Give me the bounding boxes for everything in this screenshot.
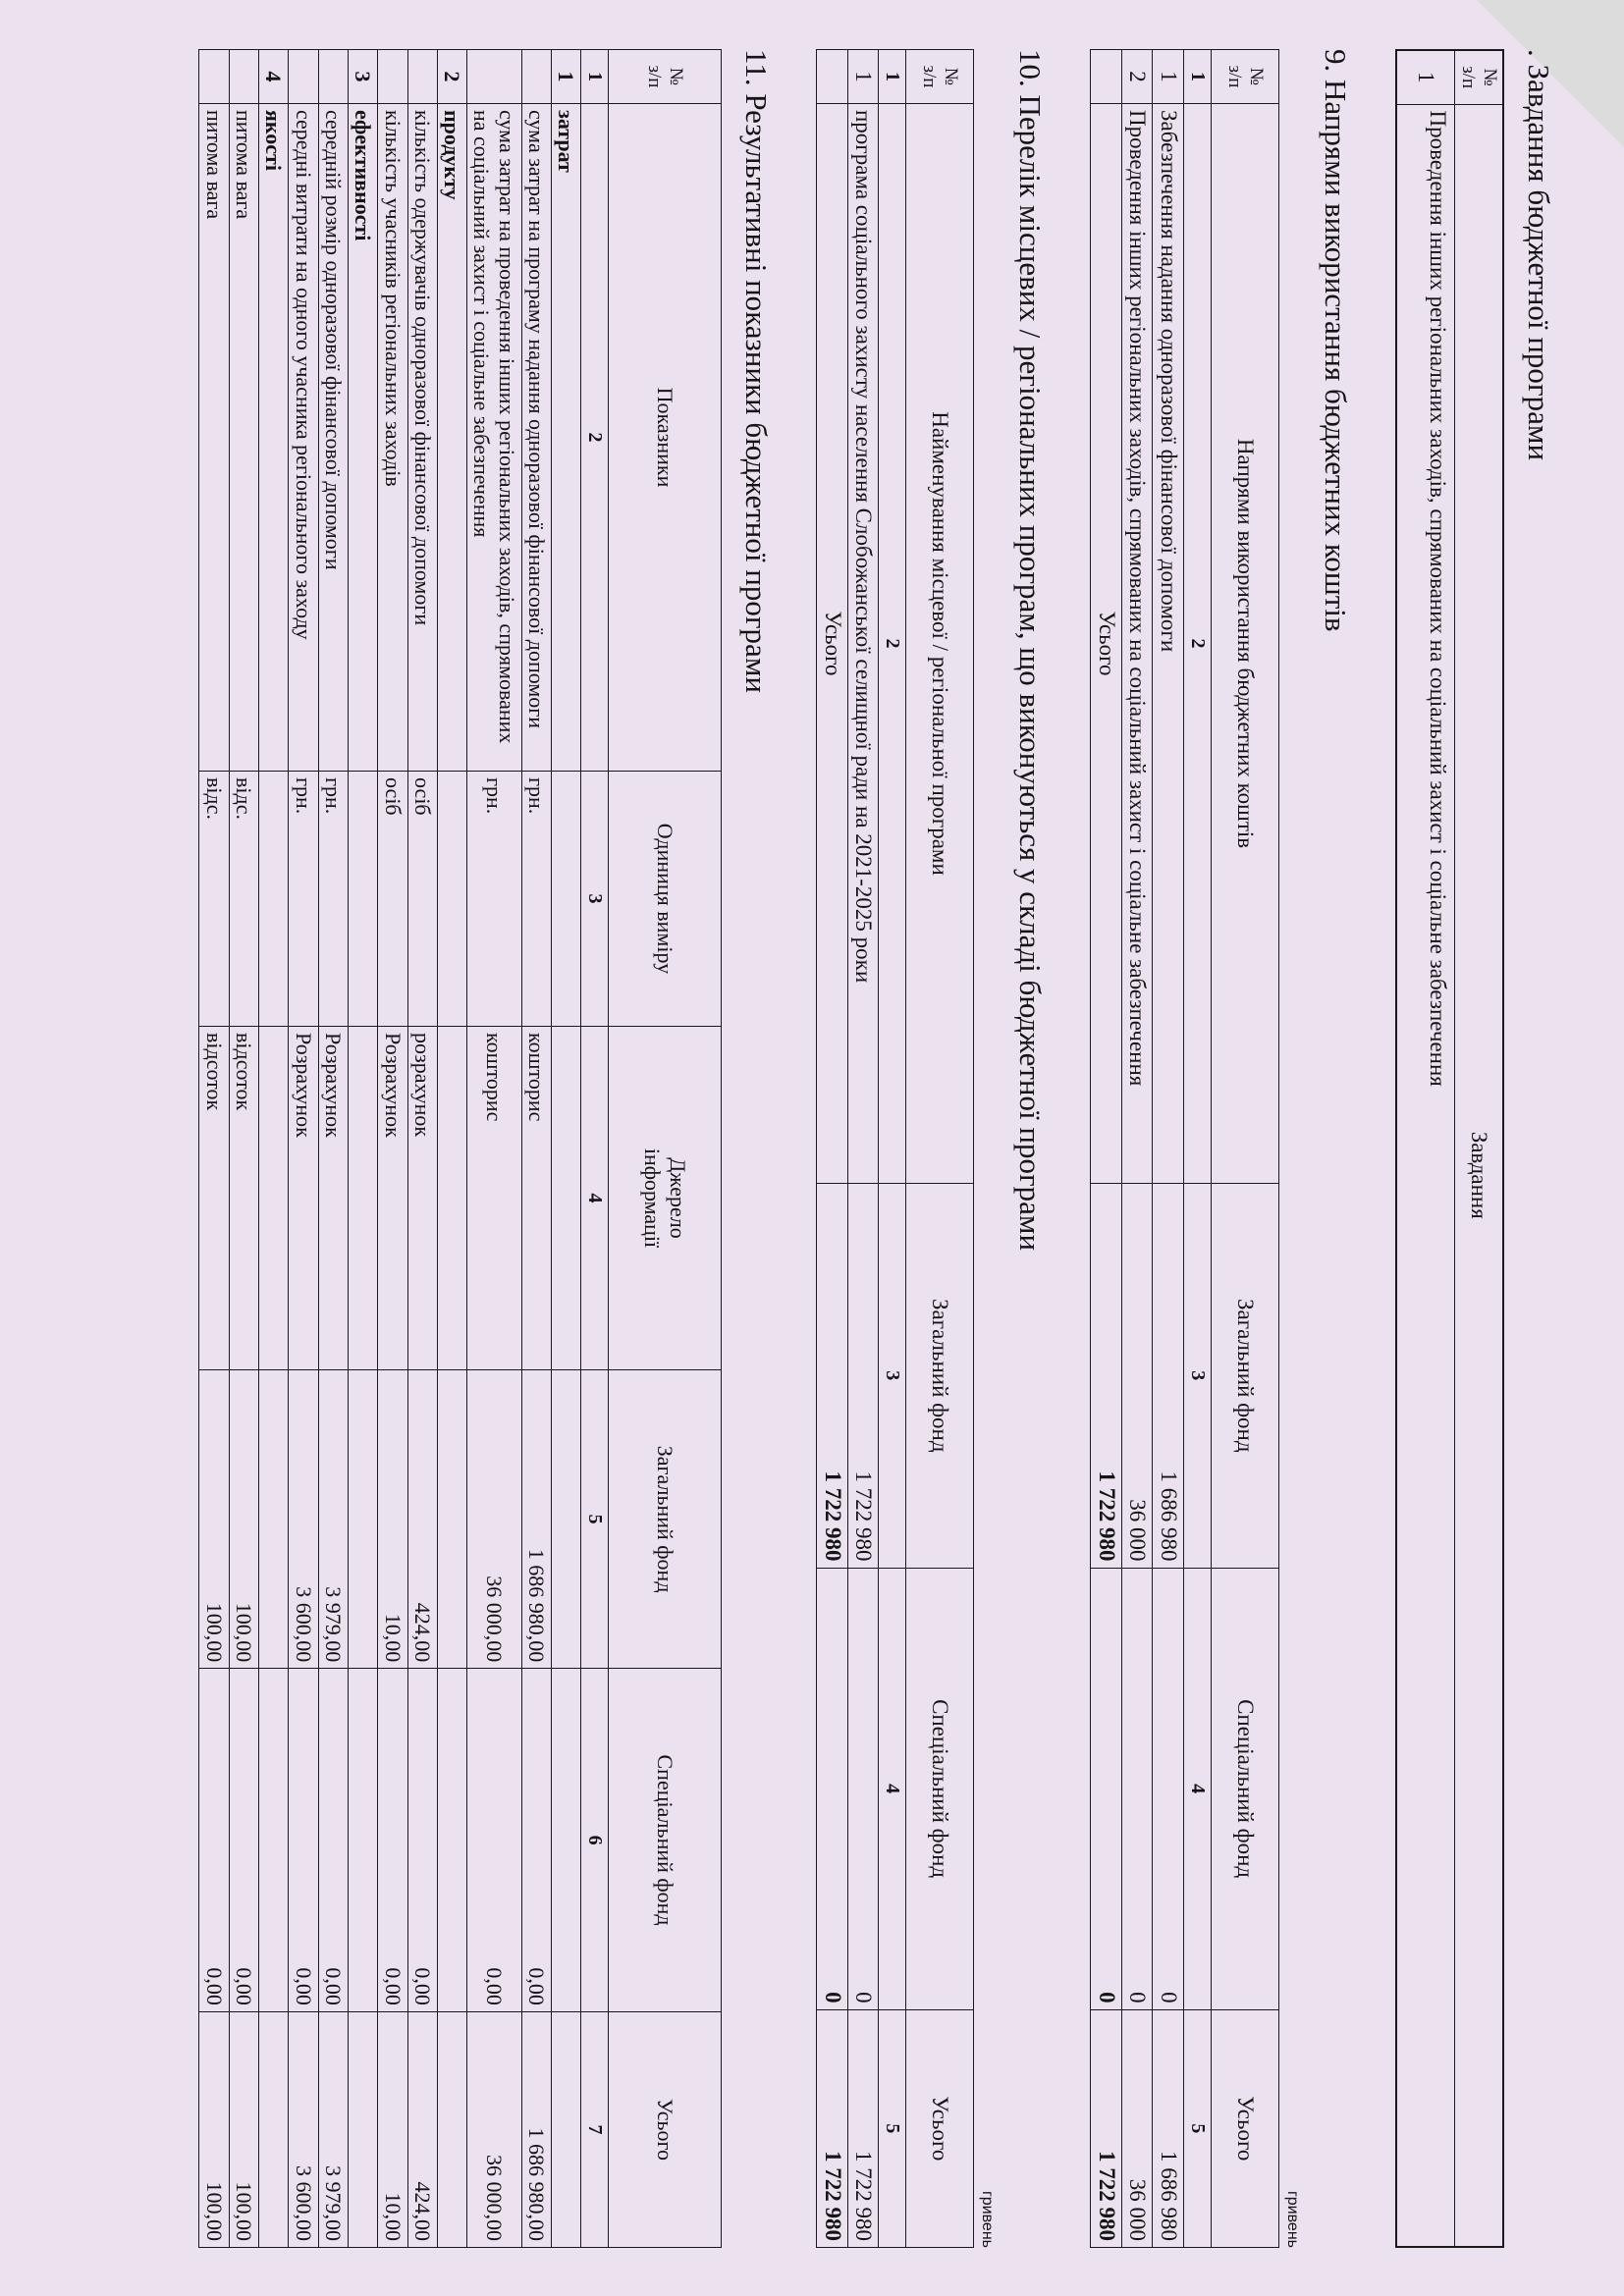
col-number: 7: [581, 2011, 609, 2247]
indicators-header-row: [609, 50, 722, 2248]
total-empty: [1091, 50, 1121, 104]
indicator-general: 424,00: [407, 1370, 437, 1669]
col-number: 1: [581, 50, 609, 104]
indicator-name: сума затрат на проведення інших регіональних заходів, спрямованих на соціальний захист і соціальне забезпечення: [467, 104, 522, 772]
indicator-source: кошторис: [467, 1027, 522, 1370]
indicator-name: середні витрати на одного учасника регіонального заходу: [289, 104, 318, 772]
col-total: Усього: [906, 2009, 974, 2247]
col-number: 2: [581, 104, 609, 772]
row-name: Проведення інших регіональних заходів, спрямованих на соціальний захист і соціальне забезпечення: [1121, 104, 1152, 1184]
programs-table: [816, 49, 974, 2248]
indicator-name: сума затрат на програму надання одноразової фінансової допомоги: [521, 104, 551, 772]
task-no: 1: [1396, 50, 1455, 104]
indicator-source: Розрахунок: [289, 1027, 318, 1370]
table-row: [318, 50, 348, 2248]
group-no: 2: [437, 50, 466, 104]
tasks-header-row: [1455, 50, 1503, 2247]
indicator-total: 10,00: [378, 2011, 407, 2247]
indicator-special: 0,00: [318, 1669, 348, 2012]
table-row: [521, 50, 551, 2248]
group-title: продукту: [437, 104, 466, 772]
col-program-name: Найменування місцевої / регіональної програми: [906, 104, 974, 1184]
row-general: 1 722 980: [847, 1184, 878, 1569]
currency-unit: гривень: [1283, 2190, 1301, 2248]
column-numbers-row: [1183, 50, 1211, 2248]
indicator-unit: відс.: [229, 772, 258, 1027]
col-no: № з/п: [906, 50, 974, 104]
currency-unit: гривень: [979, 2190, 997, 2248]
col-number: 3: [1183, 1184, 1211, 1569]
table-row: [289, 50, 318, 2248]
indicator-name: питома вага: [199, 104, 229, 772]
col-number: 6: [581, 1669, 609, 2012]
group-title: якості: [259, 104, 289, 772]
col-number: 5: [1183, 2009, 1211, 2247]
total-label: Усього: [817, 104, 847, 1184]
total-special: 0: [817, 1568, 847, 2009]
indicator-unit: відс.: [199, 772, 229, 1027]
indicator-source: відсоток: [229, 1027, 258, 1370]
total-row: [817, 50, 847, 2248]
col-general-fund: Загальний фонд: [906, 1184, 974, 1569]
indicator-general: 36 000,00: [467, 1370, 522, 1669]
group-no: 4: [259, 50, 289, 104]
indicator-name: кількість одержувачів одноразової фінансової допомоги: [407, 104, 437, 772]
table-row: [1396, 50, 1455, 2247]
indicator-total: 100,00: [229, 2011, 258, 2247]
col-number: 3: [581, 772, 609, 1027]
row-special: 0: [1121, 1568, 1152, 2009]
row-general: 36 000: [1121, 1184, 1152, 1569]
indicator-special: 0,00: [199, 1669, 229, 2012]
indicator-unit: осіб: [407, 772, 437, 1027]
indicator-special: 0,00: [521, 1669, 551, 2012]
section-indicators-heading: 11. Результативні показники бюджетної програми: [739, 49, 775, 694]
budget-document: [155, 49, 1555, 2248]
group-row: [437, 50, 466, 2248]
tasks-col-task: Завдання: [1455, 104, 1503, 2247]
col-source: Джерело інформації: [609, 1027, 722, 1370]
table-row: [199, 50, 229, 2248]
indicator-unit: грн.: [289, 772, 318, 1027]
row-special: 0: [847, 1568, 878, 2009]
table-row: [467, 50, 522, 2248]
col-no: № з/п: [609, 50, 722, 104]
directions-header-row: [1211, 50, 1278, 2248]
indicator-general: 3 979,00: [318, 1370, 348, 1669]
total-special: 0: [1091, 1568, 1121, 2009]
col-special-fund: Спеціальний фонд: [609, 1669, 722, 2012]
table-row: [407, 50, 437, 2248]
total-general: 1 722 980: [817, 1184, 847, 1569]
col-number: 4: [1183, 1568, 1211, 2009]
indicator-name: середній розмір одноразової фінансової допомоги: [318, 104, 348, 772]
col-number: 1: [879, 50, 906, 104]
col-general-fund: Загальний фонд: [1211, 1184, 1278, 1569]
col-number: 2: [879, 104, 906, 1184]
indicator-special: 0,00: [407, 1669, 437, 2012]
col-indicators: Показники: [609, 104, 722, 772]
indicator-general: 100,00: [229, 1370, 258, 1669]
task-text: Проведення інших регіональних заходів, спрямованих на соціальний захист і соціальне забезпечення: [1396, 104, 1455, 2247]
col-special-fund: Спеціальний фонд: [1211, 1568, 1278, 2009]
indicator-special: 0,00: [378, 1669, 407, 2012]
indicator-source: Розрахунок: [378, 1027, 407, 1370]
row-name: Забезпечення надання одноразової фінансової допомоги: [1153, 104, 1183, 1184]
indicator-unit: грн.: [318, 772, 348, 1027]
total-general: 1 722 980: [1091, 1184, 1121, 1569]
row-total: 1 686 980: [1153, 2009, 1183, 2247]
group-no: 1: [552, 50, 581, 104]
tasks-col-no: № з/п: [1455, 50, 1503, 104]
col-number: 4: [581, 1027, 609, 1370]
indicator-general: 1 686 980,00: [521, 1370, 551, 1669]
row-no: 1: [847, 50, 878, 104]
indicator-total: 424,00: [407, 2011, 437, 2247]
col-number: 2: [1183, 104, 1211, 1184]
section-indicators: [198, 49, 773, 2248]
total-empty: [817, 50, 847, 104]
table-row: [1153, 50, 1183, 2248]
indicator-source: Розрахунок: [318, 1027, 348, 1370]
col-total: Усього: [609, 2011, 722, 2247]
group-no: 3: [348, 50, 377, 104]
indicator-unit: грн.: [467, 772, 522, 1027]
row-name: програма соціального захисту населення Слобожанської селищної ради на 2021-2025 роки: [847, 104, 878, 1184]
column-numbers-row: [581, 50, 609, 2248]
indicator-source: розрахунок: [407, 1027, 437, 1370]
indicator-total: 1 686 980,00: [521, 2011, 551, 2247]
indicator-general: 100,00: [199, 1370, 229, 1669]
row-total: 1 722 980: [847, 2009, 878, 2247]
total-total: 1 722 980: [817, 2009, 847, 2247]
section-tasks-heading: . Завдання бюджетної програми: [1522, 49, 1556, 461]
col-general-fund: Загальний фонд: [609, 1370, 722, 1669]
group-row: [552, 50, 581, 2248]
section-directions-heading: 9. Напрями використання бюджетних коштів: [1318, 49, 1353, 632]
col-number: 4: [879, 1568, 906, 2009]
section-tasks: [1395, 49, 1555, 2248]
indicator-total: 3 600,00: [289, 2011, 318, 2247]
row-total: 36 000: [1121, 2009, 1152, 2247]
indicator-special: 0,00: [229, 1669, 258, 2012]
indicator-unit: осіб: [378, 772, 407, 1027]
group-title: ефективності: [348, 104, 377, 772]
indicator-source: кошторис: [521, 1027, 551, 1370]
indicator-special: 0,00: [467, 1669, 522, 2012]
row-general: 1 686 980: [1153, 1184, 1183, 1569]
row-special: 0: [1153, 1568, 1183, 2009]
tasks-table: [1395, 49, 1504, 2248]
col-total: Усього: [1211, 2009, 1278, 2247]
col-number: 3: [879, 1184, 906, 1569]
col-number: 5: [581, 1370, 609, 1669]
programs-header-row: [906, 50, 974, 2248]
col-special-fund: Спеціальний фонд: [906, 1568, 974, 2009]
indicator-total: 36 000,00: [467, 2011, 522, 2247]
column-numbers-row: [879, 50, 906, 2248]
table-row: [378, 50, 407, 2248]
indicator-source: відсоток: [199, 1027, 229, 1370]
indicator-general: 10,00: [378, 1370, 407, 1669]
col-unit: Одиниця виміру: [609, 772, 722, 1027]
total-total: 1 722 980: [1091, 2009, 1121, 2247]
directions-table: [1090, 49, 1278, 2248]
table-row: [229, 50, 258, 2248]
section-directions: [1090, 49, 1351, 2248]
col-direction: Напрями використання бюджетних коштів: [1211, 104, 1278, 1184]
row-no: 1: [1153, 50, 1183, 104]
table-row: [1121, 50, 1152, 2248]
indicator-unit: грн.: [521, 772, 551, 1027]
indicator-total: 100,00: [199, 2011, 229, 2247]
row-no: 2: [1121, 50, 1152, 104]
indicator-name: питома вага: [229, 104, 258, 772]
indicators-table: [198, 49, 722, 2248]
total-label: Усього: [1091, 104, 1121, 1184]
indicator-total: 3 979,00: [318, 2011, 348, 2247]
group-title: затрат: [552, 104, 581, 772]
section-programs-heading: 10. Перелік місцевих / регіональних програм, що виконуються у складі бюджетної програми: [1013, 49, 1049, 1252]
indicator-special: 0,00: [289, 1669, 318, 2012]
col-no: № з/п: [1211, 50, 1278, 104]
section-programs: [816, 49, 1047, 2248]
group-row: [259, 50, 289, 2248]
col-number: 1: [1183, 50, 1211, 104]
group-row: [348, 50, 377, 2248]
total-row: [1091, 50, 1121, 2248]
col-number: 5: [879, 2009, 906, 2247]
table-row: [847, 50, 878, 2248]
indicator-general: 3 600,00: [289, 1370, 318, 1669]
indicator-name: кількість учасників регіональних заходів: [378, 104, 407, 772]
